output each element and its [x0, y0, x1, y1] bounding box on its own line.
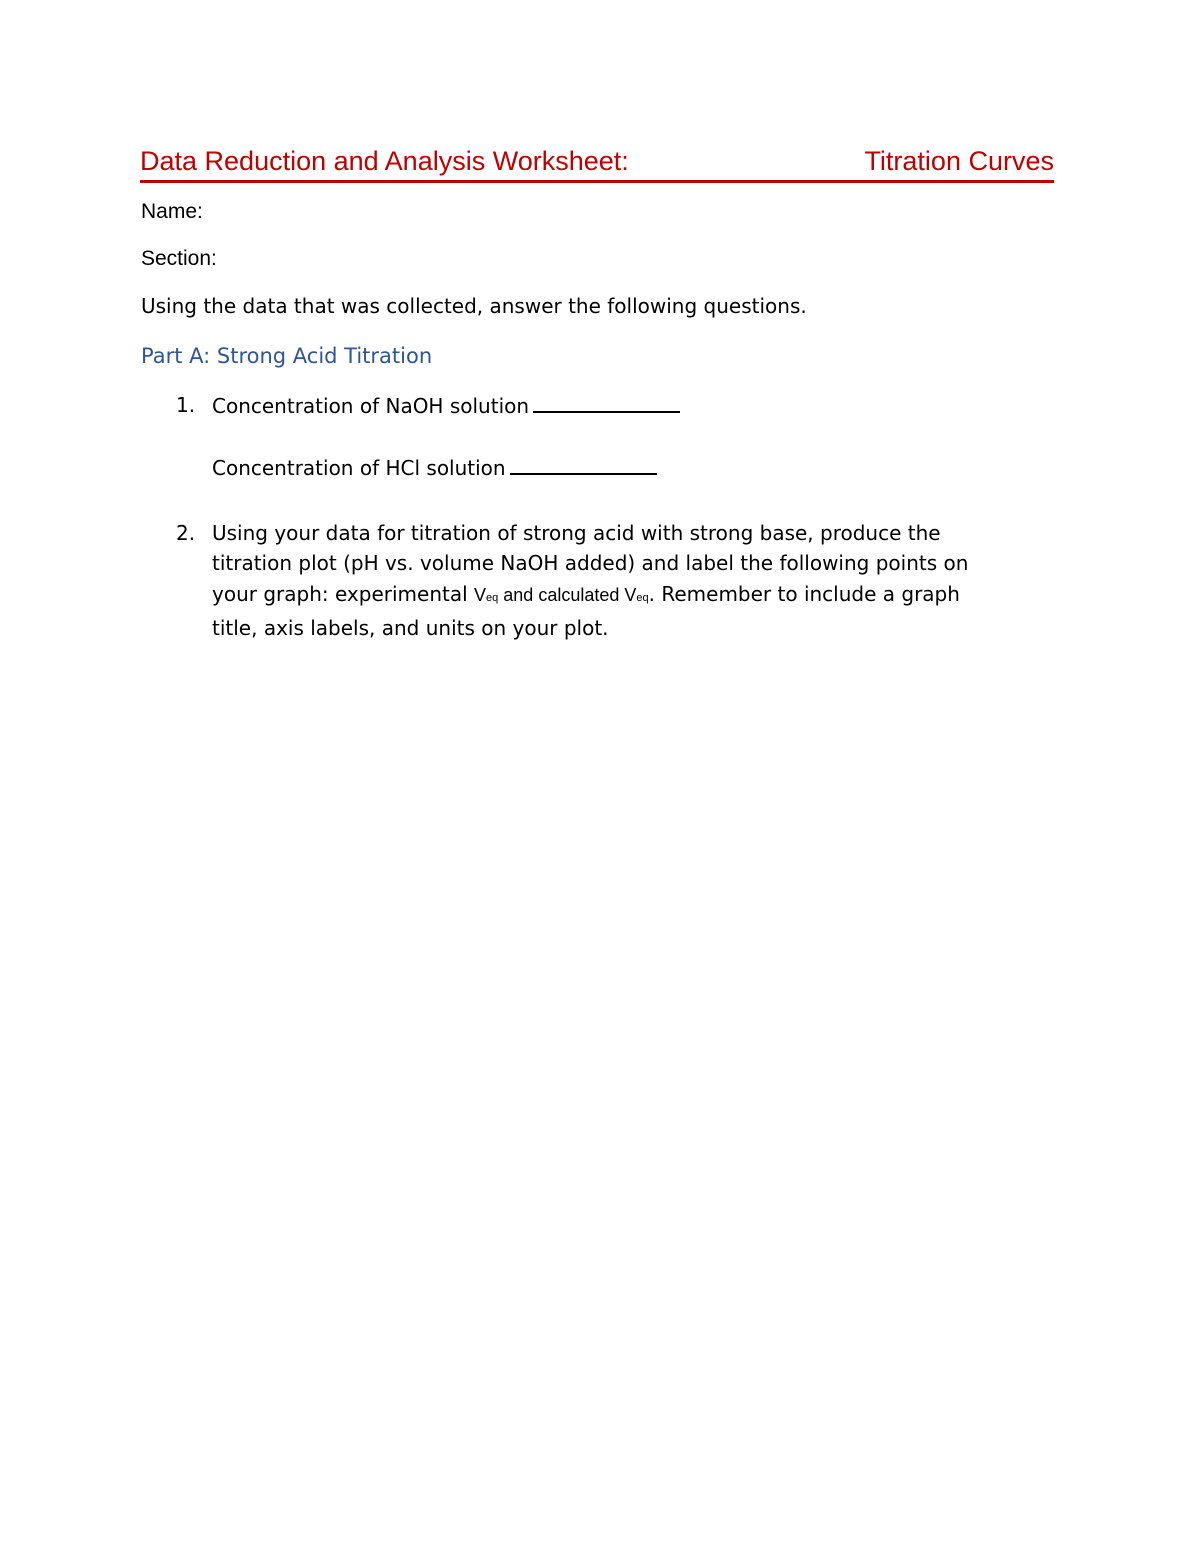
q1-hcl-blank	[510, 453, 657, 475]
part-a-heading: Part A: Strong Acid Titration	[141, 344, 433, 368]
q2-line-3-end: . Remember to include a graph	[648, 582, 960, 606]
q2-line-1: Using your data for titration of strong acid with strong base, produce the	[212, 521, 941, 545]
q2-number: 2.	[176, 521, 196, 545]
q1-naoh-label: Concentration of NaOH solution	[212, 394, 530, 418]
q2-line-3-pre: your graph: experimental	[212, 582, 475, 606]
q2-line-4: title, axis labels, and units on your plot.	[212, 616, 609, 640]
title-left: Data Reduction and Analysis Worksheet:	[140, 146, 629, 176]
veq-experimental: Veq and calculated Veq	[474, 585, 649, 605]
q1-hcl-label: Concentration of HCl solution	[212, 456, 506, 480]
q1-number: 1.	[176, 393, 196, 417]
worksheet-title	[140, 142, 1054, 183]
intro-text: Using the data that was collected, answer the following questions.	[141, 294, 807, 318]
name-label: Name:	[141, 200, 203, 223]
q1-naoh-line	[212, 391, 680, 420]
section-label: Section:	[141, 247, 217, 270]
title-right: Titration Curves	[864, 146, 1054, 176]
q2-line-2: titration plot (pH vs. volume NaOH added) and label the following points on	[212, 551, 969, 575]
q2-line-3	[212, 580, 960, 612]
q1-naoh-blank	[533, 391, 680, 413]
q1-hcl-line	[212, 453, 657, 482]
